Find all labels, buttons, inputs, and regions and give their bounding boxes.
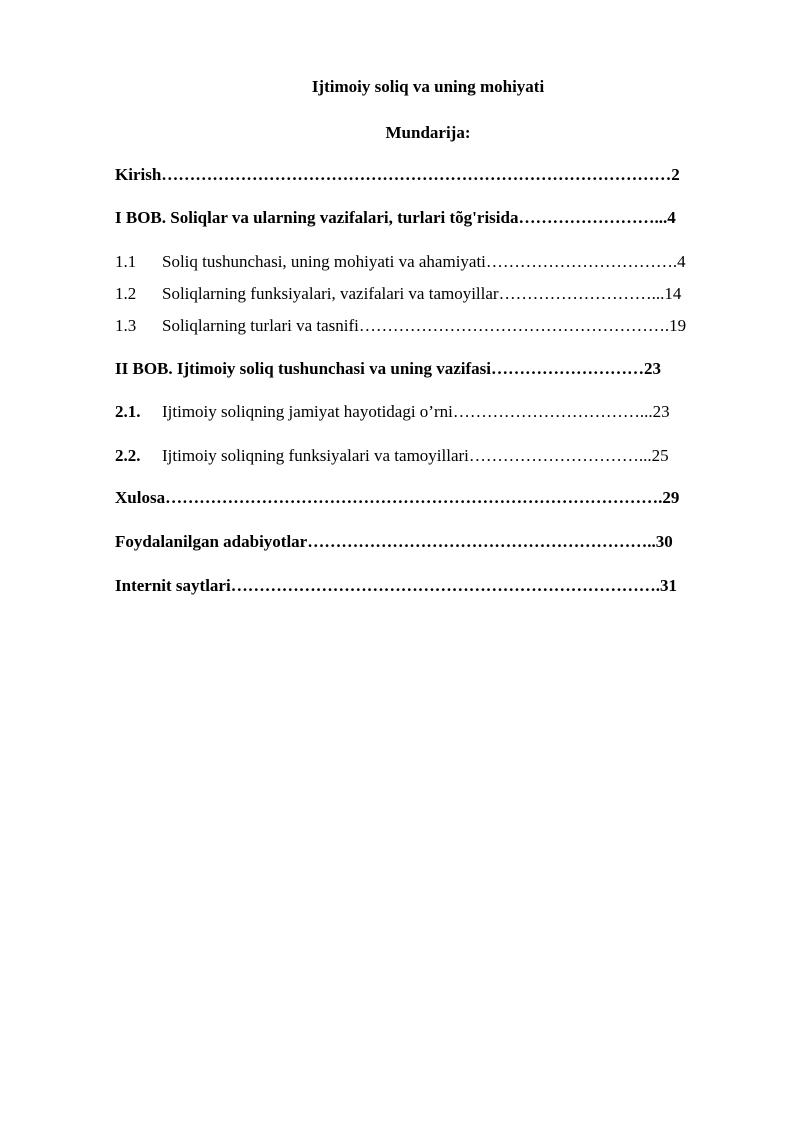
toc-leader-dots: ………………………... (498, 284, 665, 303)
toc-page-number: .23 (648, 402, 670, 421)
toc-page-number: 2 (671, 165, 680, 184)
toc-page-number: 19 (669, 316, 687, 335)
document-title: Ijtimoiy soliq va uning mohiyati (311, 77, 545, 96)
toc-leader-dots: …………………….. (518, 208, 663, 227)
toc-leader-dots: …………………………….. (452, 402, 649, 421)
toc-entry-chapter-1 (115, 208, 741, 228)
toc-leader-dots: ………………………………………………. (358, 316, 670, 335)
toc-page-number: 29 (662, 488, 680, 507)
toc-entry-1-1 (115, 252, 741, 272)
toc-page-number: 4 (677, 252, 686, 271)
toc-entry-text: Ijtimoiy soliqning jamiyat hayotidagi o’rni (162, 402, 453, 421)
toc-entry-text: I BOB. Soliqlar va ularning vazifalari, turlari tõg'risida (115, 208, 519, 227)
toc-leader-dots: ……………………… (490, 359, 644, 378)
toc-entry-chapter-2 (115, 359, 741, 379)
toc-entry-adabiyotlar (115, 532, 741, 552)
toc-entry-text: Soliqlarning funksiyalari, vazifalari va tamoyillar (162, 284, 499, 303)
toc-entry-text: Xulosa (115, 488, 166, 507)
toc-entry-internet-saytlari (115, 576, 741, 596)
toc-page-number: 14 (664, 284, 682, 303)
toc-leader-dots: ……………………………………………………………………………. (165, 488, 663, 507)
toc-entry-text: Soliqlarning turlari va tasnifi (162, 316, 359, 335)
toc-entry-text: Foydalanilgan adabiyotlar (115, 532, 308, 551)
toc-page-number: .30 (651, 532, 673, 551)
toc-section-number: 2.1. (115, 402, 141, 421)
toc-page-number: .31 (655, 576, 677, 595)
toc-entry-1-2 (115, 284, 741, 304)
toc-entry-xulosa (115, 488, 741, 508)
toc-entry-text: Internit saytlari (115, 576, 231, 595)
toc-page-number: 23 (643, 359, 661, 378)
toc-page-number: .25 (647, 446, 669, 465)
toc-leader-dots: ……………………………. (485, 252, 678, 271)
toc-leader-dots: ……………………………………………………. (307, 532, 652, 551)
toc-leader-dots: ……………………………………………………………………………… (161, 165, 672, 184)
toc-leader-dots: ………………………….. (468, 446, 648, 465)
toc-section-number: 1.3 (115, 316, 137, 335)
toc-entry-text: Soliq tushunchasi, uning mohiyati va ahamiyati (162, 252, 486, 271)
toc-entry-2-1 (115, 402, 741, 422)
toc-heading: Mundarija: (385, 123, 471, 142)
toc-leader-dots: ………………………………………………………………… (230, 576, 656, 595)
toc-entry-1-3 (115, 316, 741, 336)
toc-section-number: 1.1 (115, 252, 137, 271)
toc-entry-2-2 (115, 446, 741, 466)
toc-entry-text: Kirish (115, 165, 162, 184)
toc-entry-text: Ijtimoiy soliqning funksiyalari va tamoyillari (162, 446, 469, 465)
toc-entry-kirish (115, 165, 741, 185)
toc-section-number: 2.2. (115, 446, 141, 465)
toc-section-number: 1.2 (115, 284, 137, 303)
toc-entry-text: II BOB. Ijtimoiy soliq tushunchasi va uning vazifasi (115, 359, 491, 378)
toc-page-number: .4 (662, 208, 676, 227)
